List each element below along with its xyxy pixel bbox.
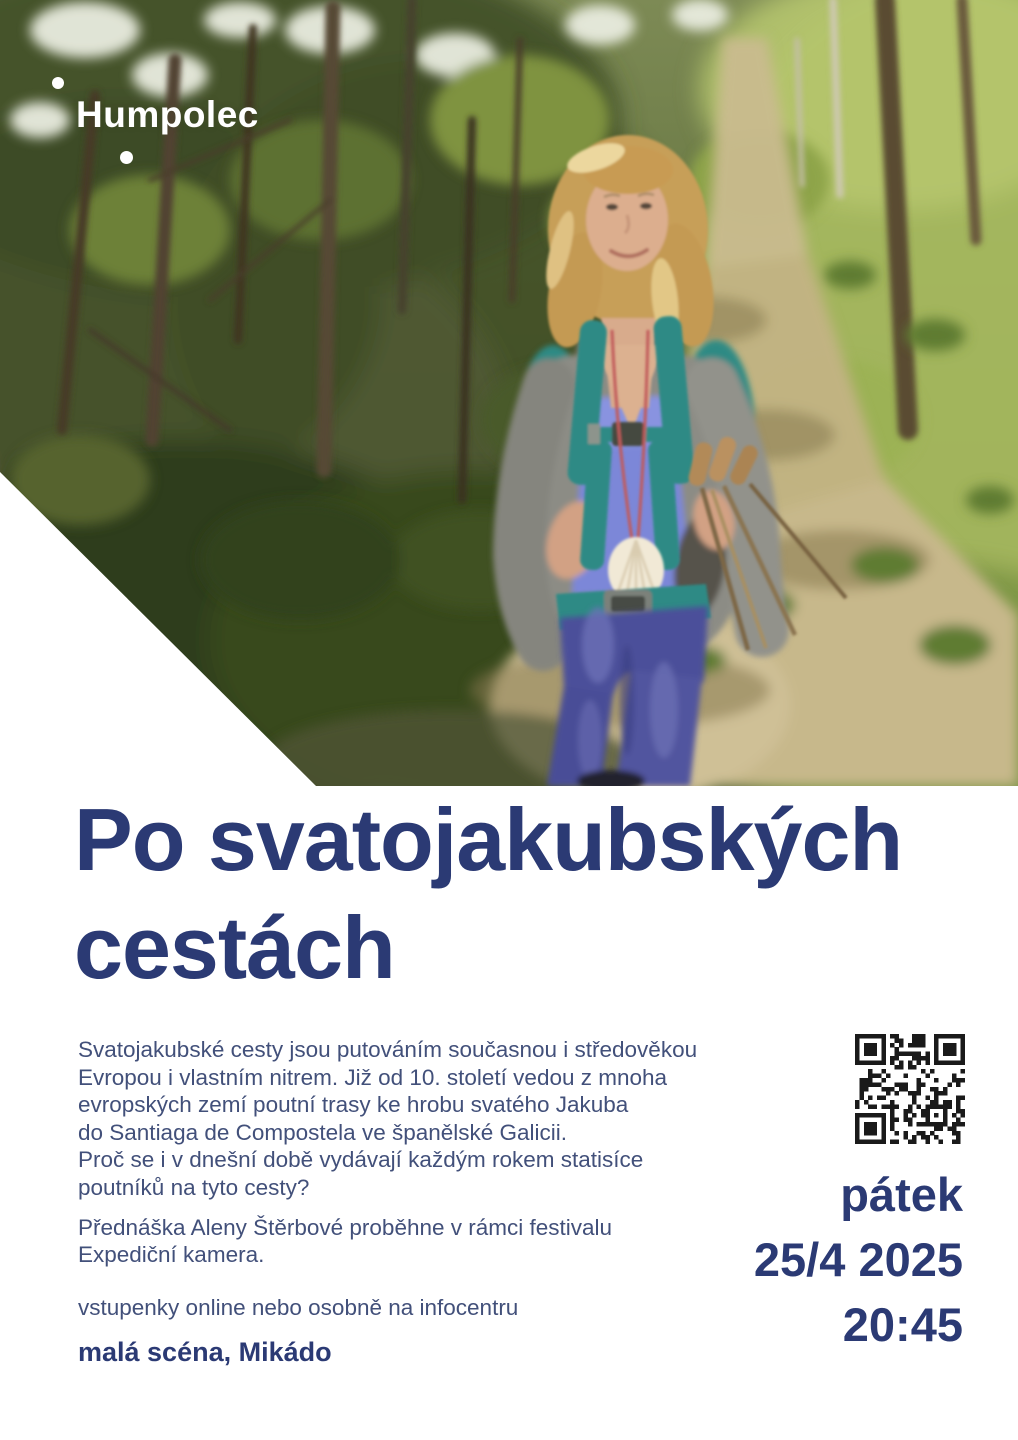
logo-dot-icon bbox=[120, 151, 133, 164]
event-datetime bbox=[754, 1162, 963, 1357]
title-line-1: Po svatojakubských bbox=[74, 790, 903, 889]
hiker-legs bbox=[547, 606, 708, 786]
event-day: pátek bbox=[840, 1168, 963, 1221]
lecture-line: Přednáška Aleny Štěrbové proběhne v rámci festivalu bbox=[78, 1214, 613, 1240]
poster-title bbox=[74, 786, 1014, 1002]
tickets-info: vstupenky online nebo osobně na infocentru bbox=[78, 1294, 519, 1320]
venue-name: malá scéna, Mikádo bbox=[78, 1337, 332, 1368]
lecture-paragraph bbox=[78, 1214, 738, 1269]
poster-body bbox=[78, 1036, 738, 1368]
intro-paragraph bbox=[78, 1036, 738, 1202]
intro-line: evropských zemí poutní trasy ke hrobu svatého Jakuba bbox=[78, 1092, 629, 1118]
logo-dot-icon bbox=[52, 77, 64, 89]
intro-line: Proč se i v dnešní době vydávají každým rokem statisíce bbox=[78, 1147, 644, 1173]
intro-line: Evropou i vlastním nitrem. Již od 10. století vedou z mnoha bbox=[78, 1064, 668, 1090]
city-logo: Humpolec bbox=[76, 94, 259, 135]
intro-line: poutníků na tyto cesty? bbox=[78, 1174, 310, 1200]
title-line-2: cestách bbox=[74, 898, 395, 997]
event-date: 25/4 2025 bbox=[753, 1233, 963, 1286]
intro-line: do Santiaga de Compostela ve španělské Galicii. bbox=[78, 1119, 568, 1145]
qr-code bbox=[855, 1034, 965, 1144]
event-time: 20:45 bbox=[842, 1298, 963, 1351]
lecture-line: Expediční kamera. bbox=[78, 1242, 265, 1268]
intro-line: Svatojakubské cesty jsou putováním současnou i středověkou bbox=[78, 1037, 698, 1062]
